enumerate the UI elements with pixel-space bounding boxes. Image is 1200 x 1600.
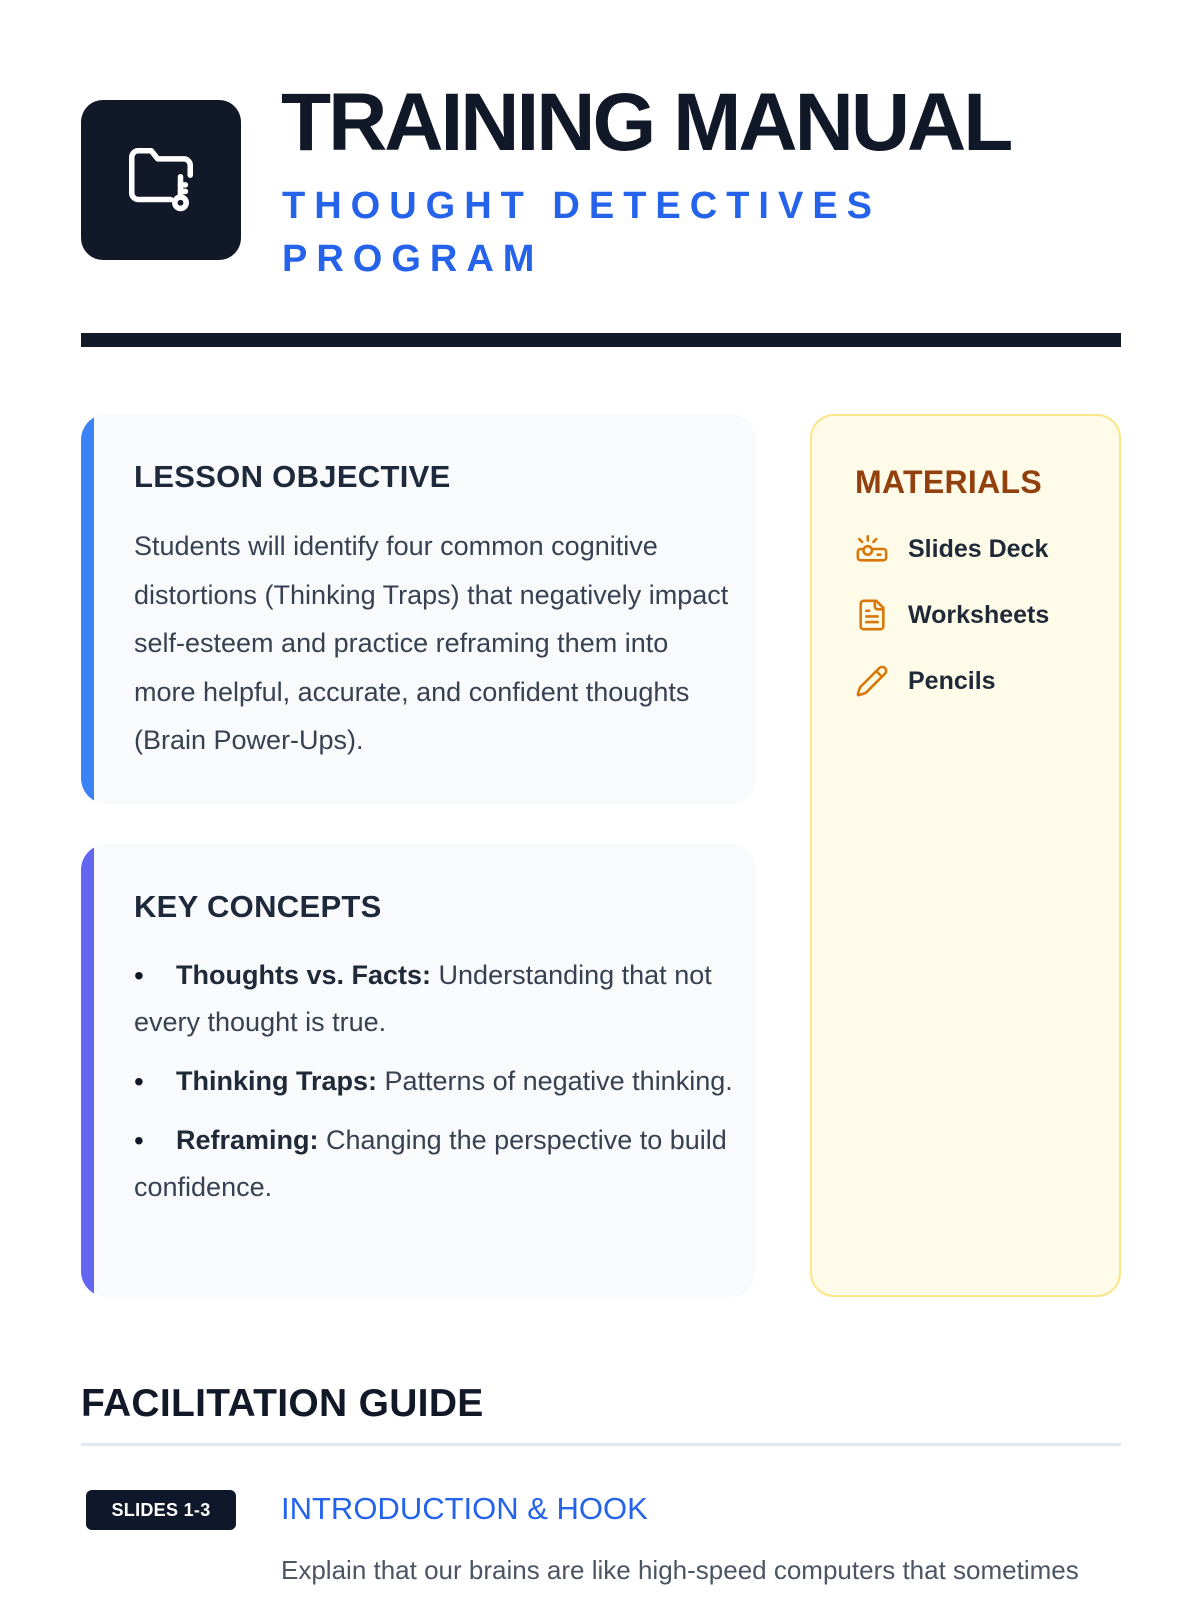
section-divider xyxy=(81,1443,1121,1446)
step-title: INTRODUCTION & HOOK xyxy=(281,1491,648,1526)
page-subtitle: THOUGHT DETECTIVES PROGRAM xyxy=(282,185,882,280)
header-divider xyxy=(81,333,1121,347)
projector-icon xyxy=(855,532,889,566)
key-concepts-card xyxy=(81,844,756,1297)
concept-term: Thinking Traps: xyxy=(176,1066,378,1096)
concept-desc: Patterns of negative thinking. xyxy=(377,1066,733,1096)
materials-label: Worksheets xyxy=(908,600,1050,629)
materials-label: Slides Deck xyxy=(908,534,1049,563)
concept-desc: Changing the perspective to build confidence. xyxy=(134,1125,727,1202)
concept-term: Reframing: xyxy=(176,1125,319,1155)
concept-desc: Understanding that not every thought is true. xyxy=(134,960,712,1037)
key-concepts-heading: KEY CONCEPTS xyxy=(134,889,382,924)
list-item xyxy=(134,1117,734,1211)
folder-key-icon xyxy=(122,141,200,219)
materials-item xyxy=(855,595,1049,635)
page-title: TRAINING MANUAL xyxy=(281,77,1011,168)
key-concepts-list xyxy=(134,952,734,1223)
document-icon xyxy=(855,598,889,632)
concept-term: Thoughts vs. Facts: xyxy=(176,960,432,990)
facilitation-guide-heading: FACILITATION GUIDE xyxy=(81,1382,484,1425)
lesson-objective-card xyxy=(81,414,756,804)
logo xyxy=(81,100,241,260)
materials-label: Pencils xyxy=(908,666,996,695)
materials-panel xyxy=(810,414,1121,1297)
pencil-icon xyxy=(855,664,889,698)
accent-bar xyxy=(81,414,94,804)
lesson-objective-text: Students will identify four common cognitive distortions (Thinking Traps) that negatively impact self-esteem and practice reframing them into more helpful, accurate, and confident thoughts (Brain Power-Ups). xyxy=(134,531,729,755)
lesson-objective-heading: LESSON OBJECTIVE xyxy=(134,459,451,494)
step-description: Explain that our brains are like high-speed computers that sometimes xyxy=(281,1555,1079,1585)
materials-item xyxy=(855,661,996,701)
header xyxy=(81,77,1121,288)
list-item xyxy=(134,952,734,1046)
materials-heading: MATERIALS xyxy=(855,464,1042,500)
list-item xyxy=(134,1058,734,1105)
materials-item xyxy=(855,529,1048,569)
slides-badge: SLIDES 1-3 xyxy=(86,1490,236,1530)
